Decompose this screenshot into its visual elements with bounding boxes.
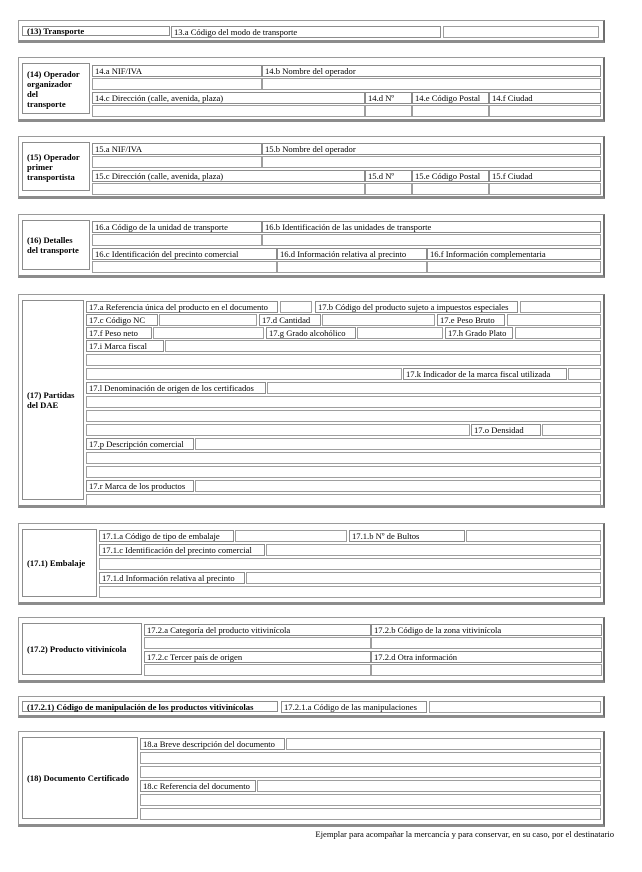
field-16d[interactable] (277, 261, 427, 273)
field-13a[interactable] (443, 26, 599, 38)
label-17b: 17.b Código del producto sujeto a impuestos especiales (315, 301, 518, 313)
field-17l-2[interactable] (86, 396, 601, 408)
field-17p-1[interactable] (195, 438, 601, 450)
field-16c[interactable] (92, 261, 277, 273)
field-16a[interactable] (92, 234, 262, 246)
label-14f: 14.f Ciudad (489, 92, 601, 104)
label-14e: 14.e Código Postal (412, 92, 489, 104)
label-16c: 16.c Identificación del precinto comercial (92, 248, 277, 260)
field-17e[interactable] (507, 314, 601, 326)
label-17i: 17.i Marca fiscal (86, 340, 164, 352)
label-17k: 17.k Indicador de la marca fiscal utilizada (403, 368, 567, 380)
field-16b[interactable] (262, 234, 601, 246)
section-13-transport (18, 20, 605, 43)
section-13-heading: (13) Transporte (22, 26, 170, 36)
field-17-2a[interactable] (144, 637, 371, 649)
label-15d: 15.d Nº (365, 170, 412, 182)
field-14b[interactable] (262, 78, 601, 90)
field-17l-1[interactable] (267, 382, 601, 394)
footer-note: Ejemplar para acompañar la mercancía y para conservar, en su caso, por el destinatario (315, 829, 614, 839)
label-17-2c: 17.2.c Tercer país de origen (144, 651, 371, 663)
field-17i-2[interactable] (86, 354, 601, 366)
label-17o: 17.o Densidad (471, 424, 541, 436)
field-15a[interactable] (92, 156, 262, 168)
label-17l: 17.l Denominación de origen de los certificados (86, 382, 266, 394)
field-14f[interactable] (489, 105, 601, 117)
field-17i-3[interactable] (86, 368, 402, 380)
label-18a: 18.a Breve descripción del documento (140, 738, 285, 750)
label-17-1b: 17.1.b Nº de Bultos (349, 530, 465, 542)
label-16b: 16.b Identificación de las unidades de transporte (262, 221, 601, 233)
label-17g: 17.g Grado alcohólico (266, 327, 356, 339)
label-17-1a: 17.1.a Código de tipo de embalaje (99, 530, 234, 542)
field-17g[interactable] (357, 327, 443, 339)
field-14c[interactable] (92, 105, 365, 117)
label-18c: 18.c Referencia del documento (140, 780, 256, 792)
section-17-items (18, 294, 605, 508)
section-17-1-heading: (17.1) Embalaje (22, 529, 97, 597)
label-15e: 15.e Código Postal (412, 170, 489, 182)
field-18a-3[interactable] (140, 766, 601, 778)
field-17p-3[interactable] (86, 466, 601, 478)
field-17-1d-1[interactable] (246, 572, 601, 584)
field-16f[interactable] (427, 261, 601, 273)
section-17-2-1-heading: (17.2.1) Código de manipulación de los productos vitivinícolas (22, 701, 278, 712)
label-17-2-1a: 17.2.1.a Código de las manipulaciones (281, 701, 427, 713)
label-15a: 15.a NIF/IVA (92, 143, 262, 155)
label-16f: 16.f Información complementaria (427, 248, 601, 260)
field-17r-2[interactable] (86, 494, 601, 506)
field-17h[interactable] (515, 327, 601, 339)
section-17-2-wine-product (18, 617, 605, 683)
label-16a: 16.a Código de la unidad de transporte (92, 221, 262, 233)
label-17-1c: 17.1.c Identificación del precinto comercial (99, 544, 265, 556)
label-14c: 14.c Dirección (calle, avenida, plaza) (92, 92, 365, 104)
field-17o[interactable] (542, 424, 601, 436)
field-14d[interactable] (365, 105, 412, 117)
label-17f: 17.f Peso neto (86, 327, 152, 339)
label-17-2d: 17.2.d Otra información (371, 651, 602, 663)
section-17-1-packaging (18, 523, 605, 605)
section-18-certified-document (18, 731, 605, 827)
label-15c: 15.c Dirección (calle, avenida, plaza) (92, 170, 365, 182)
field-17-2-1a[interactable] (429, 701, 601, 713)
field-18c-2[interactable] (140, 794, 601, 806)
section-17-2-heading: (17.2) Producto vitivinícola (22, 623, 142, 675)
field-14a[interactable] (92, 78, 262, 90)
field-18a-1[interactable] (286, 738, 601, 750)
field-15d[interactable] (365, 183, 412, 195)
label-17-2a: 17.2.a Categoría del producto vitivinícola (144, 624, 371, 636)
field-18a-2[interactable] (140, 752, 601, 764)
section-18-heading: (18) Documento Certificado (22, 737, 138, 819)
label-14b: 14.b Nombre del operador (262, 65, 601, 77)
field-15c[interactable] (92, 183, 365, 195)
field-17-2d[interactable] (371, 664, 602, 676)
field-15b[interactable] (262, 156, 601, 168)
field-17k[interactable] (568, 368, 601, 380)
label-17p: 17.p Descripción comercial (86, 438, 194, 450)
label-17-1d: 17.1.d Información relativa al precinto (99, 572, 245, 584)
section-17-heading: (17) Partidas del DAE (22, 300, 84, 500)
field-15f[interactable] (489, 183, 601, 195)
section-15-first-carrier (18, 136, 605, 199)
label-17a: 17.a Referencia única del producto en el documento (86, 301, 278, 313)
field-14e[interactable] (412, 105, 489, 117)
field-17a[interactable] (280, 301, 312, 313)
field-17-1a[interactable] (235, 530, 347, 542)
field-15e[interactable] (412, 183, 489, 195)
field-17-2c[interactable] (144, 664, 371, 676)
field-17p-2[interactable] (86, 452, 601, 464)
section-14-organizer (18, 57, 605, 122)
field-17-1b[interactable] (466, 530, 601, 542)
field-17c[interactable] (159, 314, 257, 326)
field-17i-1[interactable] (165, 340, 601, 352)
section-17-2-1-handling (18, 696, 605, 718)
label-17h: 17.h Grado Plato (445, 327, 513, 339)
field-17f[interactable] (153, 327, 264, 339)
section-15-heading: (15) Operador primer transportista (22, 142, 90, 191)
field-17d[interactable] (322, 314, 435, 326)
section-14-heading: (14) Operador organizador del transporte (22, 63, 90, 114)
field-18c-3[interactable] (140, 808, 601, 820)
label-17d: 17.d Cantidad (259, 314, 321, 326)
section-16-heading: (16) Detalles del transporte (22, 220, 90, 270)
field-17l-3[interactable] (86, 410, 601, 422)
label-17r: 17.r Marca de los productos (86, 480, 194, 492)
label-14a: 14.a NIF/IVA (92, 65, 262, 77)
label-16d: 16.d Información relativa al precinto (277, 248, 427, 260)
label-17c: 17.c Código NC (86, 314, 158, 326)
field-17-1d-2[interactable] (99, 586, 601, 598)
label-14d: 14.d Nº (365, 92, 412, 104)
field-17b[interactable] (520, 301, 601, 313)
label-15b: 15.b Nombre del operador (262, 143, 601, 155)
field-17-1c-1[interactable] (266, 544, 601, 556)
field-17r-1[interactable] (195, 480, 601, 492)
field-17l-4[interactable] (86, 424, 470, 436)
label-15f: 15.f Ciudad (489, 170, 601, 182)
field-17-1c-2[interactable] (99, 558, 601, 570)
label-13a: 13.a Código del modo de transporte (171, 26, 441, 38)
label-17-2b: 17.2.b Código de la zona vitivinícola (371, 624, 602, 636)
field-17-2b[interactable] (371, 637, 602, 649)
label-17e: 17.e Peso Bruto (437, 314, 505, 326)
field-18c-1[interactable] (257, 780, 601, 792)
section-16-transport-details (18, 214, 605, 278)
